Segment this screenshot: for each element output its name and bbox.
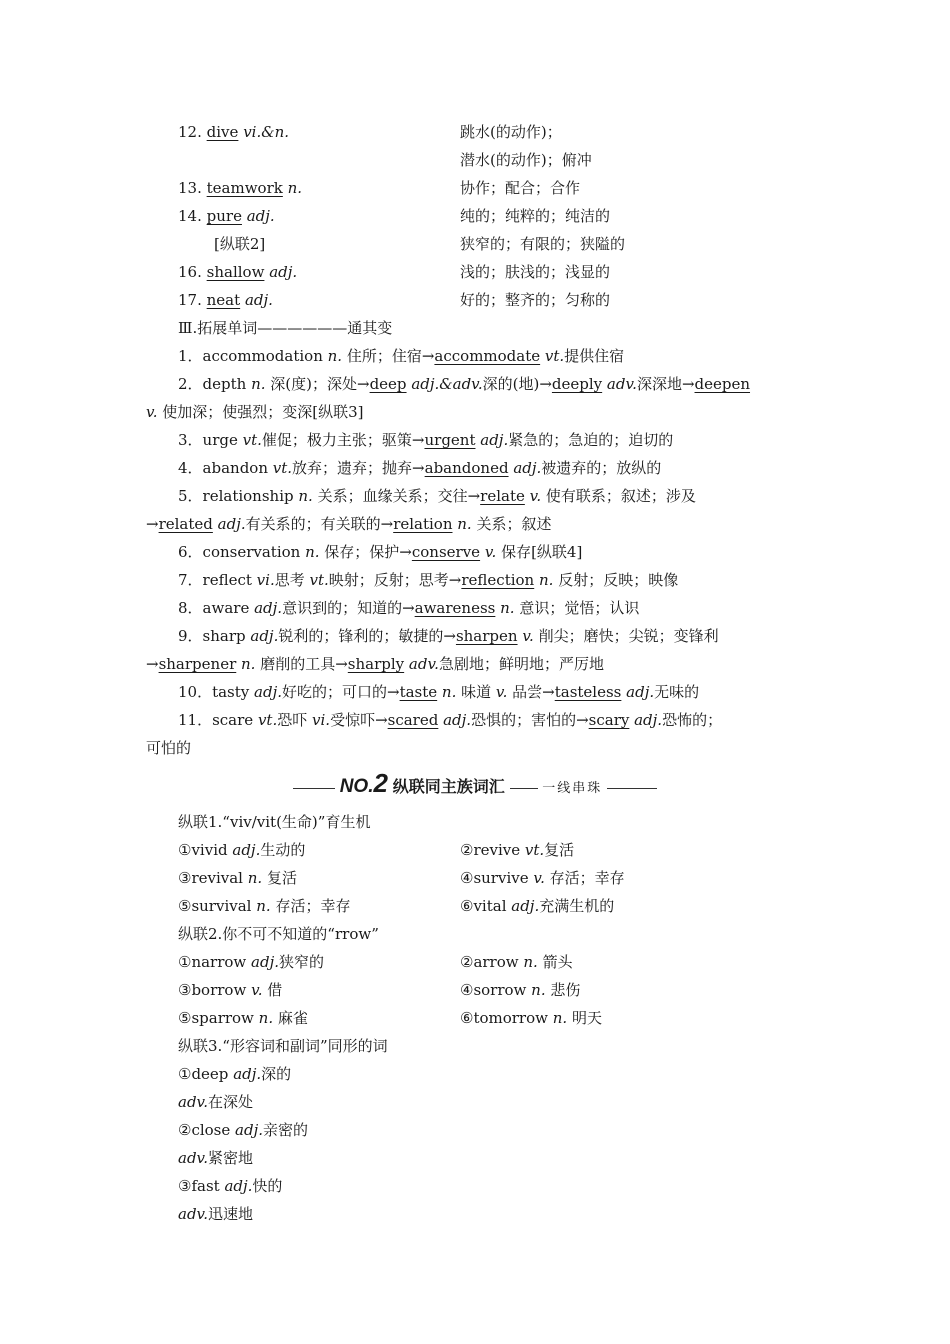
item-number: 13. [178,179,202,197]
group-row: adv.紧密地 [178,1149,254,1167]
derived-word: related [158,515,213,533]
divider [293,788,335,789]
group-row: ③borrow v. 借 ④sorrow n. 悲伤 [178,981,581,999]
vocab-row [0,146,950,174]
expand-entry: 4．abandon vt.放弃；遗弃；抛弃→abandoned adj.被遗弃的；放纵的 [178,459,662,477]
derived-word: reflection [461,571,535,589]
part-of-speech: adj. [246,207,275,225]
expand-entry: 10．tasty adj.好吃的；可口的→taste n. 味道 v. 品尝→tasteless adj.无味的 [178,683,700,701]
vocab-meaning: 好的；整齐的；匀称的 [460,291,611,309]
expand-entry: 2．depth n. 深(度)；深处→deep adj.&adv.深的(地)→deeply adv.深深地→deepen [178,375,751,393]
vocab-row [0,118,950,146]
item-number: 12. [178,123,202,141]
expand-entry-continued: 可怕的 [146,739,192,757]
vocab-meaning: 狭窄的；有限的；狭隘的 [460,235,626,253]
derived-word: urgent [424,431,476,449]
vocab-meaning: 协作；配合；合作 [460,179,581,197]
expand-entry-continued: →sharpener n. 磨削的工具→sharply adv.急剧地；鲜明地；严厉地 [146,655,604,673]
vocab-word: neat [206,291,241,309]
derived-word: accommodate [434,347,541,365]
expand-entry: 3．urge vt.催促；极力主张；驱策→urgent adj.紧急的；急迫的；迫切的 [178,431,674,449]
expand-entry-continued: v. 使加深；使强烈；变深[纵联3] [146,403,364,421]
vocab-word: shallow [206,263,265,281]
expand-entry: 9．sharp adj.锐利的；锋利的；敏捷的→sharpen v. 削尖；磨快；尖锐；变锋利 [178,627,719,645]
group-row: adv.迅速地 [178,1205,254,1223]
group-row: ①vivid adj.生动的 ②revive vt.复活 [178,841,575,859]
item-number: 14. [178,207,202,225]
section-title: Ⅲ.拓展单词——————通其变 [178,319,393,337]
expand-entry: 8．aware adj.意识到的；知道的→awareness n. 意识；觉悟；认识 [178,599,640,617]
vocab-row [0,286,950,314]
group-row: ⑤survival n. 存活；幸存 ⑥vital adj.充满生机的 [178,897,615,915]
cross-reference-note: [纵联2] [214,235,266,253]
section-heading [0,314,950,342]
vocab-row [0,202,950,230]
item-number: 16. [178,263,202,281]
vocab-word: pure [206,207,242,225]
part-of-speech: adj. [244,291,273,309]
derived-word: relate [480,487,525,505]
vocab-row [0,258,950,286]
expand-entry: 7．reflect vi.思考 vt.映射；反射；思考→reflection n. 反射；反映；映像 [178,571,679,589]
vocab-meaning: 跳水(的动作)； [460,123,562,141]
derived-word: deeply [551,375,603,393]
item-number: 17. [178,291,202,309]
section-number: NO.2 [339,768,388,798]
derived-word: awareness [414,599,496,617]
group-row: adv.在深处 [178,1093,254,1111]
vocab-row [0,174,950,202]
group-row: ①deep adj.深的 [178,1065,292,1083]
group-row: ②close adj.亲密的 [178,1121,309,1139]
vocab-word: dive [206,123,239,141]
part-of-speech: vi.&n. [243,123,290,141]
part-of-speech: n. [287,179,303,197]
derived-word: conserve [411,543,481,561]
vocab-row [0,230,950,258]
group-title: 纵联1.“viv/vit(生命)”育生机 [178,813,371,831]
group-row: ①narrow adj.狭窄的 ②arrow n. 箭头 [178,953,573,971]
group-row: ⑤sparrow n. 麻雀 ⑥tomorrow n. 明天 [178,1009,602,1027]
group-title: 纵联2.你不可不知道的“rrow” [178,925,379,943]
vocab-word: teamwork [206,179,283,197]
section-title: 纵联同主族词汇 [392,777,505,796]
vocab-meaning: 浅的；肤浅的；浅显的 [460,263,611,281]
derived-word: abandoned [424,459,509,477]
section-subtitle: 一线串珠 [542,781,603,796]
derived-word: sharpen [455,627,518,645]
derived-word: sharply [347,655,405,673]
derived-word: scary [588,711,630,729]
derived-word: deep [369,375,407,393]
expand-entry: 11．scare vt.恐吓 vi.受惊吓→scared adj.恐惧的；害怕的→scary adj.恐怖的； [178,711,723,729]
divider [607,788,657,789]
expand-entry-continued: →related adj.有关系的；有关联的→relation n. 关系；叙述 [146,515,552,533]
group-title: 纵联3.“形容词和副词”同形的词 [178,1037,388,1055]
divider [510,788,538,789]
derived-word: sharpener [158,655,237,673]
expand-entry: 6．conservation n. 保存；保护→conserve v. 保存[纵联4] [178,543,583,561]
derived-word: relation [393,515,453,533]
derived-word: deepen [694,375,751,393]
derived-word: tasteless [554,683,622,701]
expand-entry: 1．accommodation n. 住所；住宿→accommodate vt.提供住宿 [178,347,625,365]
group-row: ③fast adj.快的 [178,1177,283,1195]
derived-word: scared [387,711,439,729]
group-row: ③revival n. 复活 ④survive v. 存活；幸存 [178,869,625,887]
vocab-meaning: 潜水(的动作)；俯冲 [460,151,592,169]
part-of-speech: adj. [269,263,298,281]
expand-entry: 5．relationship n. 关系；血缘关系；交往→relate v. 使有联系；叙述；涉及 [178,487,696,505]
section-header [0,768,950,798]
derived-word: taste [399,683,438,701]
vocab-meaning: 纯的；纯粹的；纯洁的 [460,207,611,225]
